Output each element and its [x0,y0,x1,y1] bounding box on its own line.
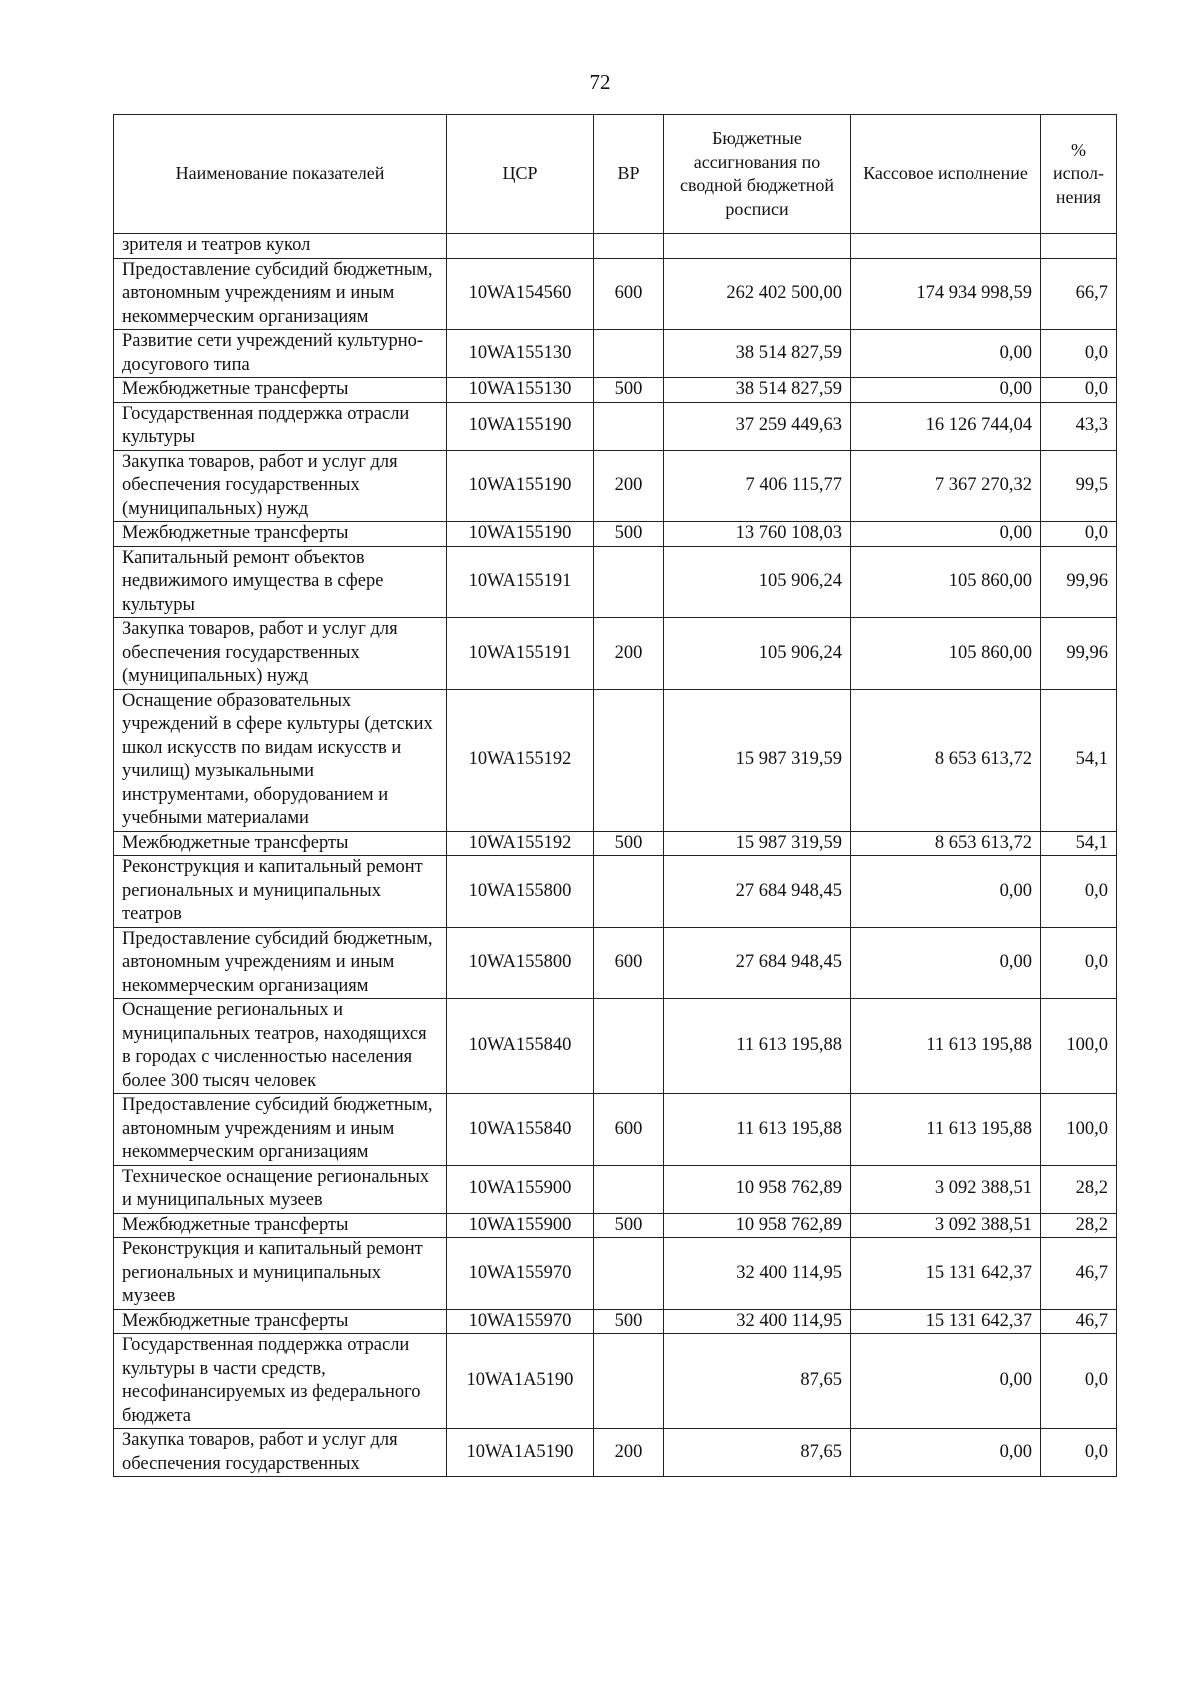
cell-budget: 262 402 500,00 [664,258,851,330]
table-row [114,1309,1117,1334]
cell-cash: 3 092 388,51 [851,1165,1041,1213]
cell-cash: 0,00 [851,378,1041,403]
cell-vr [594,856,664,928]
cell-vr: 200 [594,450,664,522]
cell-vr: 500 [594,1309,664,1334]
cell-code: 10WA155900 [447,1213,594,1238]
cell-vr [594,1165,664,1213]
cell-cash: 0,00 [851,856,1041,928]
cell-vr [594,546,664,618]
header-budget: Бюджетные ассигнования по сводной бюджетной росписи [664,115,851,234]
header-name: Наименование показателей [114,115,447,234]
cell-code: 10WA155191 [447,546,594,618]
cell-budget: 15 987 319,59 [664,831,851,856]
table-row [114,234,1117,259]
cell-name: Капитальный ремонт объектов недвижимого имущества в сфере культуры [114,546,447,618]
cell-code: 10WA155190 [447,450,594,522]
table-row [114,1334,1117,1429]
table-row [114,1094,1117,1166]
cell-name: Предоставление субсидий бюджетным, автономным учреждениям и иным некоммерческим организациям [114,1094,447,1166]
cell-code: 10WA155130 [447,378,594,403]
cell-pct: 0,0 [1041,378,1117,403]
cell-code: 10WA155800 [447,856,594,928]
cell-name: Закупка товаров, работ и услуг для обеспечения государственных (муниципальных) нужд [114,618,447,690]
cell-name: зрителя и театров кукол [114,234,447,259]
cell-name: Оснащение региональных и муниципальных театров, находящихся в городах с численностью населения более 300 тысяч человек [114,999,447,1094]
cell-code: 10WA155192 [447,831,594,856]
cell-budget: 11 613 195,88 [664,999,851,1094]
cell-budget: 38 514 827,59 [664,330,851,378]
cell-code: 10WA1A5190 [447,1429,594,1477]
cell-code: 10WA155130 [447,330,594,378]
cell-name: Межбюджетные трансферты [114,1213,447,1238]
cell-cash: 0,00 [851,1429,1041,1477]
cell-name: Развитие сети учреждений культурно-досугового типа [114,330,447,378]
cell-cash: 15 131 642,37 [851,1238,1041,1310]
header-code: ЦСР [447,115,594,234]
cell-budget: 7 406 115,77 [664,450,851,522]
cell-name: Оснащение образовательных учреждений в сфере культуры (детских школ искусств по видам искусств и училищ) музыкальными инструментами, оборудованием и учебными материалами [114,689,447,831]
cell-name: Закупка товаров, работ и услуг для обеспечения государственных (муниципальных) нужд [114,450,447,522]
cell-cash: 3 092 388,51 [851,1213,1041,1238]
table-row [114,1165,1117,1213]
cell-pct: 0,0 [1041,927,1117,999]
cell-code: 10WA155192 [447,689,594,831]
cell-name: Закупка товаров, работ и услуг для обеспечения государственных [114,1429,447,1477]
cell-budget: 13 760 108,03 [664,522,851,547]
table-row [114,1238,1117,1310]
table-row [114,258,1117,330]
cell-code: 10WA155191 [447,618,594,690]
cell-pct: 100,0 [1041,1094,1117,1166]
cell-vr [594,999,664,1094]
table-row [114,999,1117,1094]
cell-budget: 105 906,24 [664,546,851,618]
table-row [114,522,1117,547]
cell-name: Государственная поддержка отрасли культуры в части средств, несофинансируемых из федерального бюджета [114,1334,447,1429]
table-row [114,378,1117,403]
table-row [114,450,1117,522]
table-row [114,618,1117,690]
cell-budget: 105 906,24 [664,618,851,690]
cell-code: 10WA154560 [447,258,594,330]
cell-name: Межбюджетные трансферты [114,522,447,547]
cell-name: Предоставление субсидий бюджетным, автономным учреждениям и иным некоммерческим организациям [114,927,447,999]
cell-code: 10WA155190 [447,402,594,450]
cell-pct: 46,7 [1041,1309,1117,1334]
cell-vr [594,234,664,259]
cell-pct: 0,0 [1041,522,1117,547]
cell-budget: 38 514 827,59 [664,378,851,403]
cell-pct: 54,1 [1041,689,1117,831]
budget-execution-table [113,114,1117,1477]
cell-pct: 43,3 [1041,402,1117,450]
cell-budget: 10 958 762,89 [664,1213,851,1238]
cell-pct: 99,5 [1041,450,1117,522]
cell-cash: 0,00 [851,522,1041,547]
cell-cash [851,234,1041,259]
table-row [114,927,1117,999]
table-row [114,856,1117,928]
table-row [114,689,1117,831]
cell-cash: 15 131 642,37 [851,1309,1041,1334]
cell-vr: 600 [594,1094,664,1166]
cell-pct: 46,7 [1041,1238,1117,1310]
cell-pct: 66,7 [1041,258,1117,330]
cell-vr [594,402,664,450]
cell-cash: 7 367 270,32 [851,450,1041,522]
table-row [114,330,1117,378]
cell-pct: 28,2 [1041,1165,1117,1213]
cell-cash: 11 613 195,88 [851,999,1041,1094]
cell-budget: 32 400 114,95 [664,1309,851,1334]
cell-name: Реконструкция и капитальный ремонт региональных и муниципальных театров [114,856,447,928]
cell-code: 10WA155800 [447,927,594,999]
cell-vr [594,1238,664,1310]
cell-vr [594,1334,664,1429]
cell-budget: 87,65 [664,1429,851,1477]
cell-name: Техническое оснащение региональных и муниципальных музеев [114,1165,447,1213]
cell-vr: 500 [594,378,664,403]
cell-vr: 600 [594,258,664,330]
cell-vr: 600 [594,927,664,999]
cell-pct: 100,0 [1041,999,1117,1094]
cell-cash: 8 653 613,72 [851,831,1041,856]
cell-budget: 11 613 195,88 [664,1094,851,1166]
cell-cash: 105 860,00 [851,618,1041,690]
cell-name: Межбюджетные трансферты [114,1309,447,1334]
cell-vr: 200 [594,1429,664,1477]
cell-name: Реконструкция и капитальный ремонт региональных и муниципальных музеев [114,1238,447,1310]
cell-budget: 87,65 [664,1334,851,1429]
cell-pct: 0,0 [1041,1334,1117,1429]
cell-name: Предоставление субсидий бюджетным, автономным учреждениям и иным некоммерческим организациям [114,258,447,330]
cell-code: 10WA155190 [447,522,594,547]
cell-cash: 16 126 744,04 [851,402,1041,450]
cell-budget [664,234,851,259]
cell-cash: 8 653 613,72 [851,689,1041,831]
header-pct: % испол-нения [1041,115,1117,234]
cell-pct [1041,234,1117,259]
cell-budget: 32 400 114,95 [664,1238,851,1310]
cell-code: 10WA155900 [447,1165,594,1213]
page-number: 72 [589,70,611,94]
cell-cash: 0,00 [851,927,1041,999]
cell-code: 10WA155840 [447,999,594,1094]
cell-vr: 500 [594,1213,664,1238]
cell-code [447,234,594,259]
cell-code: 10WA1A5190 [447,1334,594,1429]
table-row [114,546,1117,618]
cell-name: Межбюджетные трансферты [114,378,447,403]
cell-budget: 27 684 948,45 [664,856,851,928]
cell-name: Межбюджетные трансферты [114,831,447,856]
table-header [114,115,1117,234]
cell-pct: 28,2 [1041,1213,1117,1238]
cell-pct: 54,1 [1041,831,1117,856]
header-row [114,115,1117,234]
header-cash: Кассовое исполнение [851,115,1041,234]
cell-pct: 99,96 [1041,618,1117,690]
cell-cash: 0,00 [851,1334,1041,1429]
cell-budget: 37 259 449,63 [664,402,851,450]
cell-budget: 27 684 948,45 [664,927,851,999]
table-row [114,402,1117,450]
cell-pct: 0,0 [1041,1429,1117,1477]
cell-pct: 0,0 [1041,330,1117,378]
cell-code: 10WA155840 [447,1094,594,1166]
cell-vr: 500 [594,522,664,547]
cell-pct: 99,96 [1041,546,1117,618]
cell-cash: 11 613 195,88 [851,1094,1041,1166]
cell-cash: 105 860,00 [851,546,1041,618]
cell-pct: 0,0 [1041,856,1117,928]
cell-vr: 500 [594,831,664,856]
cell-code: 10WA155970 [447,1238,594,1310]
cell-vr [594,689,664,831]
cell-code: 10WA155970 [447,1309,594,1334]
cell-vr: 200 [594,618,664,690]
cell-budget: 10 958 762,89 [664,1165,851,1213]
table-row [114,1213,1117,1238]
table-body [114,234,1117,1477]
header-vr: ВР [594,115,664,234]
cell-cash: 0,00 [851,330,1041,378]
cell-cash: 174 934 998,59 [851,258,1041,330]
cell-vr [594,330,664,378]
cell-budget: 15 987 319,59 [664,689,851,831]
table-row [114,831,1117,856]
cell-name: Государственная поддержка отрасли культуры [114,402,447,450]
table-row [114,1429,1117,1477]
